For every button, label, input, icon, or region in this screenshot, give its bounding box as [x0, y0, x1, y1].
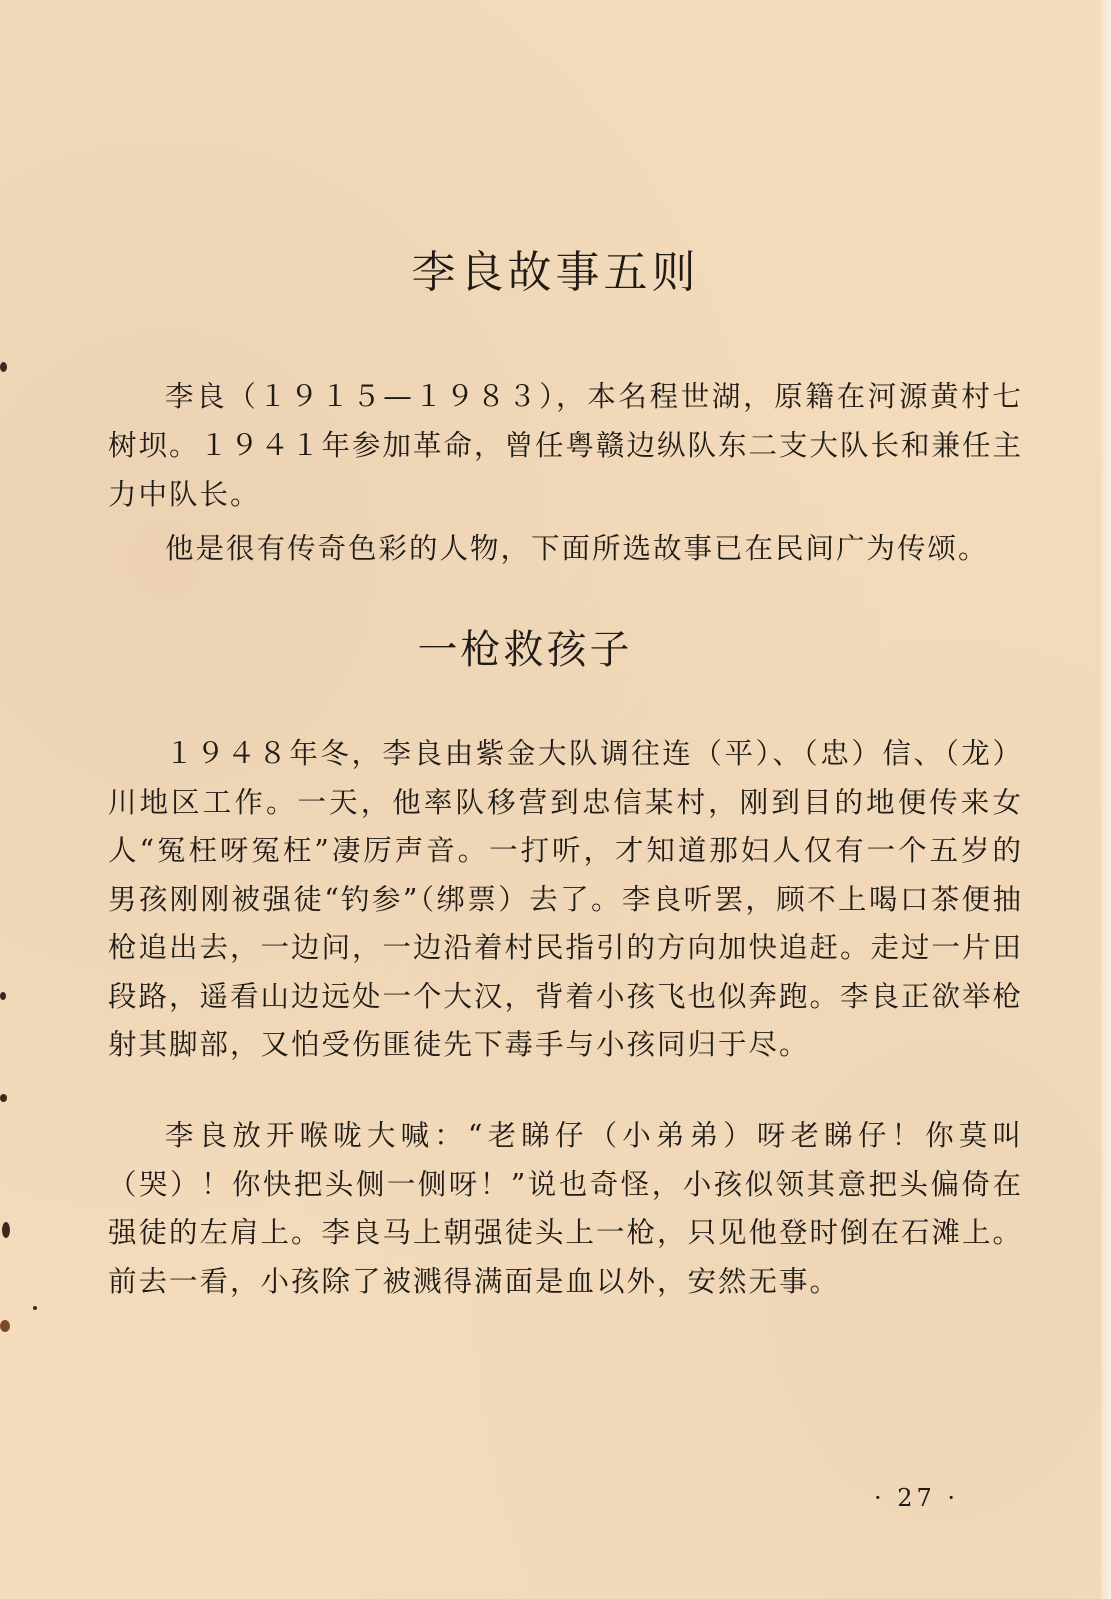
story-paragraph-1: １９４８年冬，李良由紫金大队调往连（平）、（忠）信、（龙）川地区工作。一天，他率队移营到忠信某村，刚到目的地便传来女人“冤枉呀冤枉”凄厉声音。一打听，才知道那妇人仅有一个五岁的男孩刚刚被强徒“钓参”（绑票）去了。李良听罢，顾不上喝口茶便抽枪追出去，一边问，一边沿着村民指引的方向加快追赶。走过一片田段路，遥看山边远处一个大汉，背着小孩飞也似奔跑。李良正欲举枪射其脚部，又怕受伤匪徒先下毒手与小孩同归于尽。: [108, 737, 1024, 1061]
story-paragraph-2: 李良放开喉咙大喊：“老睇仔（小弟弟）呀老睇仔！你莫叫（哭）！你快把头侧一侧呀！”说也奇怪，小孩似领其意把头偏倚在强徒的左肩上。李良马上朝强徒头上一枪，只见他登时倒在石滩上。前去一看，小孩除了被溅得满面是血以外，安然无事。: [108, 1119, 1024, 1298]
page-edge: [1101, 0, 1111, 1599]
page-title: 李良故事五则: [411, 247, 700, 298]
intro-paragraph-1: 李良（１９１５—１９８３），本名程世湖，原籍在河源黄村七树坝。１９４１年参加革命，曾任粤赣边纵队东二支大队长和兼任主力中队长。: [108, 380, 1024, 511]
page-number: · 27 ·: [874, 1484, 960, 1512]
binding-hole-mark: [2, 1222, 10, 1238]
binding-hole-mark: [0, 362, 7, 372]
binding-hole-mark: [0, 992, 6, 1000]
intro-paragraph-2: 他是很有传奇色彩的人物，下面所选故事已在民间广为传颂。: [165, 532, 989, 565]
binding-hole-mark: [0, 1094, 7, 1102]
story-heading: 一枪救孩子: [417, 627, 633, 673]
binding-hole-mark: [33, 1306, 37, 1310]
binding-hole-mark: [0, 1320, 10, 1332]
